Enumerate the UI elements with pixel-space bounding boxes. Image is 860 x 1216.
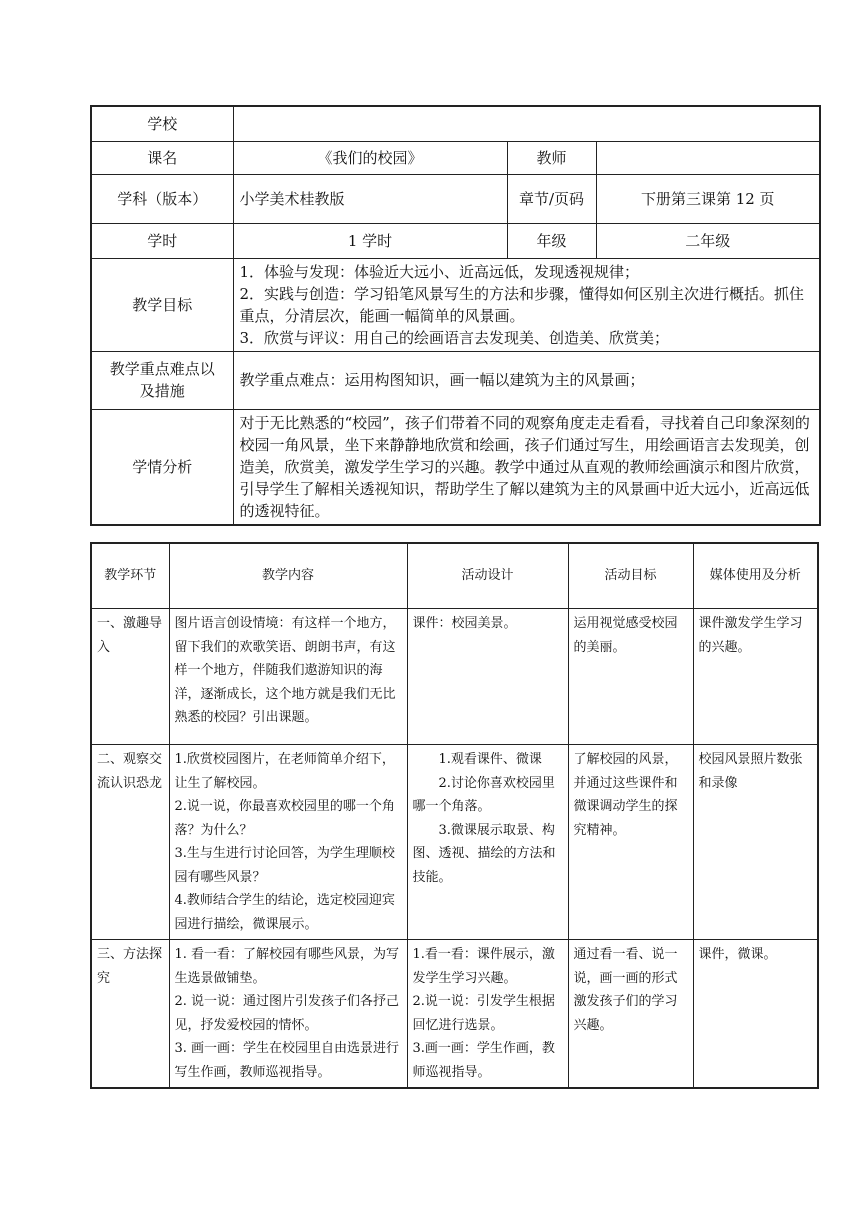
content-paragraph: 图片语言创设情境：有这样一个地方，留下我们的欢歌笑语、朗朗书声，有这样一个地方，伴随我们遨游知识的海洋，逐渐成长，这个地方就是我们无比熟悉的校园？引出课题。 xyxy=(174,616,396,725)
teaching-process-table xyxy=(90,542,819,1089)
row-activity xyxy=(407,609,568,745)
analysis-label: 学情分析 xyxy=(91,409,233,525)
row-content xyxy=(169,745,407,940)
teacher-label: 教师 xyxy=(507,141,596,174)
header-content: 教学内容 xyxy=(169,543,407,609)
info-row-course xyxy=(91,141,820,174)
lesson-info-table xyxy=(90,105,821,526)
analysis-value: 对于无比熟悉的“校园”，孩子们带着不同的观察角度走走看看，寻找着自己印象深刻的校园一角风景，坐下来静静地欣赏和绘画，孩子们通过写生，用绘画语言去发现美，创造美，欣赏美，激发学生学习的兴趣。教学中通过从直观的教师绘画演示和图片欣赏，引导学生了解相关透视知识，帮助学生了解以建筑为主的风景画中近大远小，近高远低的透视特征。 xyxy=(233,409,820,525)
row-activity xyxy=(407,940,568,1089)
goals-list xyxy=(233,258,820,351)
hours-value: 1 学时 xyxy=(233,223,507,258)
info-row-key-points xyxy=(91,351,820,409)
row-media: 课件激发学生学习的兴趣。 xyxy=(693,609,818,745)
header-media: 媒体使用及分析 xyxy=(693,543,818,609)
subject-value: 小学美术桂教版 xyxy=(233,174,507,223)
row-stage: 二、观察交流认识恐龙 xyxy=(91,745,169,940)
content-paragraph: 1. 看一看：了解校园有哪些风景，为写生选景做铺垫。 xyxy=(174,947,400,986)
chapter-label: 章节/页码 xyxy=(507,174,596,223)
activity-item: 课件：校园美景。 xyxy=(412,616,517,631)
course-label: 课名 xyxy=(91,141,233,174)
content-paragraph: 2. 说一说：通过图片引发孩子们各抒己见，抒发爱校园的情怀。 xyxy=(174,994,400,1033)
row-goal: 运用视觉感受校园的美丽。 xyxy=(568,609,693,745)
goal-item: 2．实践与创造：学习铅笔风景写生的方法和步骤，懂得如何区别主次进行概括。抓住重点，分清层次，能画一幅简单的风景画。 xyxy=(239,284,805,325)
school-value xyxy=(233,106,820,141)
activity-item: 1.观看课件、微课 xyxy=(438,752,542,767)
row-stage: 三、方法探究 xyxy=(91,940,169,1089)
grade-value: 二年级 xyxy=(596,223,820,258)
header-goal: 活动目标 xyxy=(568,543,693,609)
content-paragraph: 4.教师结合学生的结论，选定校园迎宾园进行描绘，微课展示。 xyxy=(174,893,395,932)
process-row xyxy=(91,745,818,940)
row-goal: 通过看一看、说一说，画一画的形式激发孩子们的学习兴趣。 xyxy=(568,940,693,1089)
key-value: 教学重点难点：运用构图知识，画一幅以建筑为主的风景画； xyxy=(233,351,820,409)
row-media: 校园风景照片数张和录像 xyxy=(693,745,818,940)
course-value: 《我们的校园》 xyxy=(233,141,507,174)
content-paragraph: 3. 画一画：学生在校园里自由选景进行写生作画，教师巡视指导。 xyxy=(174,1041,400,1080)
activity-item: 2.讨论你喜欢校园里哪一个角落。 xyxy=(412,775,555,814)
content-paragraph: 1.欣赏校园图片，在老师简单介绍下，让生了解校园。 xyxy=(174,752,395,791)
process-row xyxy=(91,609,818,745)
header-stage: 教学环节 xyxy=(91,543,169,609)
key-label: 教学重点难点以及措施 xyxy=(91,351,233,409)
grade-label: 年级 xyxy=(507,223,596,258)
process-header-row xyxy=(91,543,818,609)
goal-item: 3．欣赏与评议：用自己的绘画语言去发现美、创造美、欣赏美； xyxy=(239,328,670,347)
row-content xyxy=(169,940,407,1089)
activity-item: 2.说一说：引发学生根据回忆进行选景。 xyxy=(412,994,555,1033)
subject-label: 学科（版本） xyxy=(91,174,233,223)
goal-item: 1．体验与发现：体验近大远小、近高远低，发现透视规律； xyxy=(239,262,640,281)
info-row-hours xyxy=(91,223,820,258)
hours-label: 学时 xyxy=(91,223,233,258)
info-row-analysis xyxy=(91,409,820,525)
info-row-school xyxy=(91,106,820,141)
activity-item: 3.画一画：学生作画，教师巡视指导。 xyxy=(412,1041,555,1080)
header-activity: 活动设计 xyxy=(407,543,568,609)
row-activity xyxy=(407,745,568,940)
goals-label: 教学目标 xyxy=(91,258,233,351)
teacher-value xyxy=(596,141,820,174)
row-stage: 一、激趣导入 xyxy=(91,609,169,745)
school-label: 学校 xyxy=(91,106,233,141)
info-row-subject xyxy=(91,174,820,223)
chapter-value: 下册第三课第 12 页 xyxy=(596,174,820,223)
info-row-goals xyxy=(91,258,820,351)
row-media: 课件，微课。 xyxy=(693,940,818,1089)
content-paragraph: 3.生与生进行讨论回答，为学生理顺校园有哪些风景？ xyxy=(174,846,395,885)
activity-item: 3.微课展示取景、构图、透视、描绘的方法和技能。 xyxy=(412,822,556,885)
activity-item: 1.看一看：课件展示，激发学生学习兴趣。 xyxy=(412,947,555,986)
process-row xyxy=(91,940,818,1089)
row-goal: 了解校园的风景，并通过这些课件和微课调动学生的探究精神。 xyxy=(568,745,693,940)
row-content xyxy=(169,609,407,745)
content-paragraph: 2.说一说，你最喜欢校园里的哪一个角落？为什么？ xyxy=(174,799,395,838)
